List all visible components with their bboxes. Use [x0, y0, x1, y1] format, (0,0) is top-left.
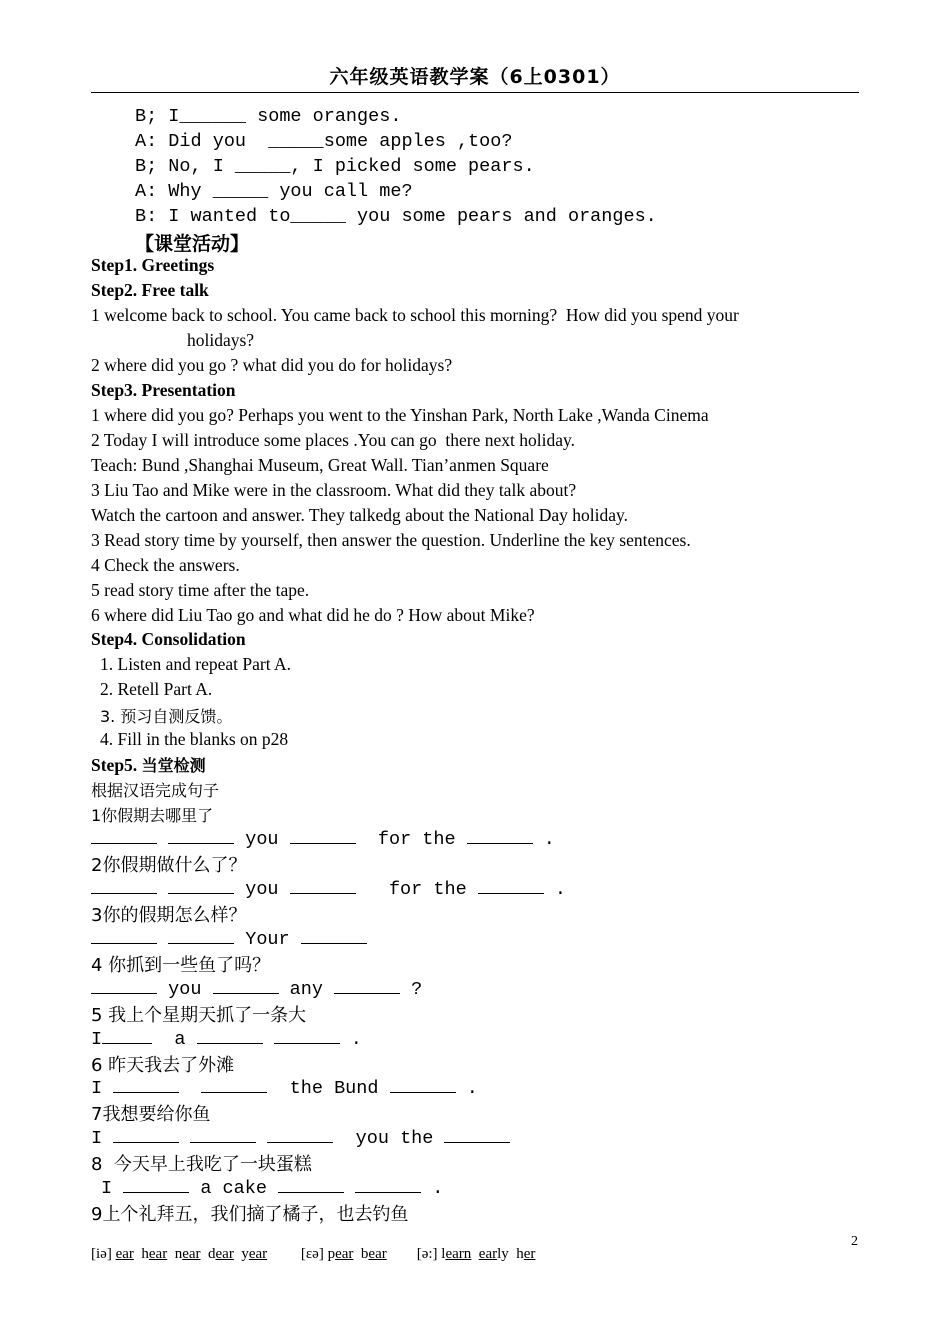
step-text: 4 Check the answers.	[91, 555, 240, 575]
blank[interactable]	[197, 1028, 263, 1044]
question-prompt: 4 你抓到一些鱼了吗？	[91, 955, 271, 976]
blank[interactable]	[290, 878, 356, 894]
blank[interactable]	[190, 1127, 256, 1143]
answer-line: you for the .	[91, 878, 566, 900]
blank[interactable]	[478, 878, 544, 894]
blank[interactable]	[102, 1028, 152, 1044]
question-prompt: 5 我上个星期天抓了一条大	[91, 1005, 307, 1026]
blank[interactable]	[467, 828, 533, 844]
blank[interactable]	[390, 1077, 456, 1093]
blank[interactable]	[290, 828, 356, 844]
blank[interactable]	[278, 1177, 344, 1193]
blank[interactable]	[91, 978, 157, 994]
blank[interactable]	[113, 1077, 179, 1093]
instruction: 根据汉语完成句子	[91, 781, 220, 800]
blank[interactable]	[213, 978, 279, 994]
step-text: 6 where did Liu Tao go and what did he do ? How about Mike?	[91, 605, 535, 625]
dialogue-line: A: Why _____ you call me?	[135, 181, 413, 202]
step-text: 4. Fill in the blanks on p28	[100, 729, 289, 749]
answer-line: I a .	[91, 1029, 362, 1050]
page-header: 六年级英语教学案（6上0301）	[91, 62, 859, 93]
step-title: Step5. 当堂检测	[91, 755, 206, 775]
blank[interactable]	[201, 1077, 267, 1093]
step-text: 3 Liu Tao and Mike were in the classroom. What did they talk about?	[91, 480, 577, 500]
step-text: 3 Read story time by yourself, then answer the question. Underline the key sentences.	[91, 530, 691, 550]
blank[interactable]	[444, 1127, 510, 1143]
answer-line: I you the	[91, 1127, 510, 1149]
page-number: 2	[851, 1234, 858, 1249]
question-prompt: 9上个礼拜五，我们摘了橘子，也去钓鱼	[91, 1204, 409, 1225]
blank[interactable]	[267, 1127, 333, 1143]
blank[interactable]	[334, 978, 400, 994]
question-prompt: 3你的假期怎么样？	[91, 905, 247, 926]
dialogue-line: B: I wanted to_____ you some pears and oranges.	[135, 206, 657, 227]
step-title: Step3. Presentation	[91, 380, 236, 400]
blank[interactable]	[168, 928, 234, 944]
answer-line: you any ?	[91, 978, 422, 1000]
blank[interactable]	[123, 1177, 189, 1193]
answer-line: I a cake .	[101, 1178, 444, 1199]
phonetics-footer: [iə] ear hear near dear year [ɛə] pear bear [ə:] learn early her	[91, 1246, 536, 1262]
question-prompt: 8 今天早上我吃了一块蛋糕	[91, 1154, 312, 1175]
answer-line: you for the .	[91, 828, 555, 850]
blank[interactable]	[274, 1028, 340, 1044]
dialogue-line: B; I______ some oranges.	[135, 106, 402, 127]
step-title: Step1. Greetings	[91, 255, 215, 275]
blank[interactable]	[355, 1177, 421, 1193]
step-text: 1 welcome back to school. You came back to school this morning? How did you spend your	[91, 305, 739, 325]
step-text: 2 Today I will introduce some places .You can go there next holiday.	[91, 430, 575, 450]
step-text: 3. 预习自测反馈。	[100, 707, 233, 726]
question-prompt: 7我想要给你鱼	[91, 1104, 211, 1125]
step-text: 5 read story time after the tape.	[91, 580, 310, 600]
blank[interactable]	[113, 1127, 179, 1143]
step-title: Step2. Free talk	[91, 280, 209, 300]
blank[interactable]	[168, 878, 234, 894]
question-prompt: 1你假期去哪里了	[91, 806, 214, 825]
dialogue-line: B; No, I _____, I picked some pears.	[135, 156, 535, 177]
section-title: 【课堂活动】	[135, 233, 250, 255]
blank[interactable]	[91, 928, 157, 944]
blank[interactable]	[301, 928, 367, 944]
blank[interactable]	[91, 878, 157, 894]
question-prompt: 6 昨天我去了外滩	[91, 1055, 235, 1076]
blank[interactable]	[91, 828, 157, 844]
blank[interactable]	[168, 828, 234, 844]
step-text: Watch the cartoon and answer. They talkedg about the National Day holiday.	[91, 505, 629, 525]
step-title: Step4. Consolidation	[91, 629, 246, 649]
step-text: 1 where did you go? Perhaps you went to the Yinshan Park, North Lake ,Wanda Cinema	[91, 405, 709, 425]
step-text: 2 where did you go ? what did you do for holidays?	[91, 355, 453, 375]
step-text: Teach: Bund ,Shanghai Museum, Great Wall. Tian’anmen Square	[91, 455, 549, 475]
dialogue-line: A: Did you _____some apples ,too?	[135, 131, 513, 152]
step-text: 2. Retell Part A.	[100, 679, 213, 699]
step-text: holidays?	[187, 330, 255, 350]
question-prompt: 2你假期做什么了？	[91, 855, 247, 876]
answer-line: I the Bund .	[91, 1078, 478, 1099]
answer-line: Your	[91, 928, 367, 950]
step-text: 1. Listen and repeat Part A.	[100, 654, 291, 674]
